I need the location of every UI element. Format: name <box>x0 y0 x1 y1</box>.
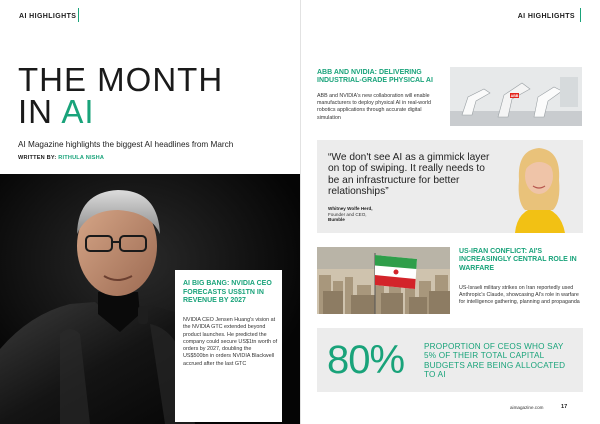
quote-attribution-org: Bumble <box>328 217 345 222</box>
ceo-headshot-illustration <box>495 140 583 233</box>
byline-label: WRITTEN BY: <box>18 155 59 161</box>
byline <box>18 155 104 161</box>
page-gutter <box>300 0 301 424</box>
feature-body: NVIDIA CEO Jensen Huang's vision at the NVIDIA GTC extended beyond product launches. He predicted the company could secure US$1tn worth of orders by 2027, doubling the US$500bn in orders NVIDIA Blackwell accrued after the last GTC <box>183 317 278 367</box>
byline-author: RITHULA NISHA <box>58 155 105 161</box>
robot-arms-illustration <box>450 67 582 126</box>
stat-description: PROPORTION OF CEOS WHO SAY 5% OF THEIR TOTAL CAPITAL BUDGETS ARE BEING ALLOCATED TO AI <box>424 342 566 380</box>
page-number: 17 <box>561 404 568 410</box>
quote-attribution-role: Founder and CEO, <box>328 211 367 217</box>
stat-figure: 80% <box>327 338 405 382</box>
robot-arms-photo <box>450 67 582 126</box>
iran-headline: US-IRAN CONFLICT: AI'S INCREASINGLY CENTRAL ROLE IN WARFARE <box>459 248 577 272</box>
page-title <box>18 61 224 130</box>
page-subtitle: AI Magazine highlights the biggest AI headlines from March <box>18 140 234 149</box>
iran-body: US-Israeli military strikes on Iran reportedly used Anthropic's Claude, showcasing AI's role in warfare for intelligence gathering, planning and propaganda <box>459 285 580 306</box>
abb-body: ABB and NVIDIA's new collaboration will enable manufacturers to deploy physical AI in real-world robotics applications through accurate digital simulation <box>317 93 431 121</box>
title-line-2 <box>18 93 223 130</box>
statistic-panel <box>317 328 583 392</box>
section-label-left: AI HIGHLIGHTS <box>19 13 77 20</box>
feature-textbox <box>175 270 282 422</box>
title-prefix: IN <box>18 93 62 130</box>
section-label-right: AI HIGHLIGHTS <box>517 13 575 20</box>
header-divider-left <box>78 8 79 22</box>
pull-quote: “We don't see AI as a gimmick layer on top of swiping. It really needs to be an infrastructure for better relationships” <box>328 152 490 198</box>
title-line-1: THE MONTH <box>18 61 224 98</box>
quote-attribution-name: Whitney Wolfe Herd, <box>328 206 373 211</box>
footer-url: aimagazine.com <box>510 405 544 410</box>
quote-panel <box>317 140 583 233</box>
feature-headline: AI BIG BANG: NVIDIA CEO FORECASTS US$1TN IN REVENUE BY 2027 <box>183 280 272 305</box>
skyline-flag-illustration <box>317 247 450 314</box>
tehran-skyline-photo <box>317 247 450 314</box>
header-divider-right <box>580 8 581 22</box>
abb-headline: ABB AND NVIDIA: DELIVERING INDUSTRIAL-GRADE PHYSICAL AI <box>317 69 433 85</box>
title-accent: AI <box>61 93 95 130</box>
abb-logo: ABB <box>510 94 519 99</box>
